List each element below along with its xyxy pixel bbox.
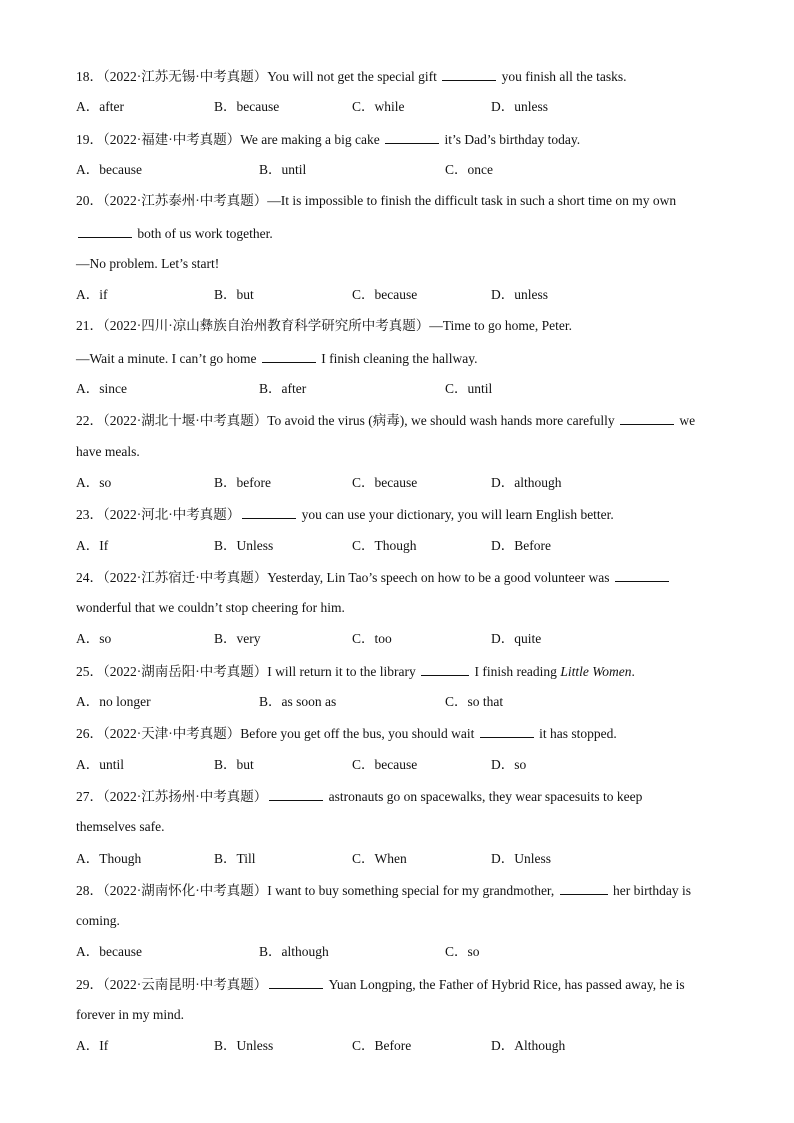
answer-blank[interactable] <box>269 786 323 801</box>
question-text-line <box>76 316 572 336</box>
question-text: 29．（2022·云南昆明·中考真题） <box>76 976 268 992</box>
answer-options <box>76 285 726 305</box>
question-text: it has stopped. <box>535 726 617 742</box>
question-text: I finish cleaning the hallway. <box>317 350 478 366</box>
question-text-line <box>76 442 140 462</box>
answer-option[interactable]: A．because <box>76 161 142 177</box>
answer-option[interactable]: A．since <box>76 381 127 396</box>
question-text-line <box>76 348 477 368</box>
question-text: you finish all the tasks. <box>498 69 627 84</box>
answer-option[interactable]: D．Before <box>491 537 551 553</box>
answer-option[interactable]: A．until <box>76 756 125 772</box>
question-text: have meals. <box>76 443 140 459</box>
answer-option[interactable]: B．because <box>214 99 280 115</box>
answer-option[interactable]: C．too <box>352 631 392 647</box>
question-text-line <box>76 911 120 931</box>
answer-option[interactable]: A．Though <box>76 850 142 866</box>
book-title: Little Women <box>560 663 632 679</box>
answer-option[interactable]: C．When <box>352 850 407 866</box>
answer-option[interactable]: A．If <box>76 537 109 553</box>
question-text-line <box>76 191 676 211</box>
answer-option[interactable]: A．so <box>76 631 112 647</box>
answer-option[interactable]: B．as soon as <box>259 694 337 709</box>
answer-option[interactable]: A．after <box>76 99 124 115</box>
answer-blank[interactable] <box>620 410 674 425</box>
question-text: I finish reading <box>471 663 561 679</box>
question-text-line <box>76 661 635 681</box>
question-text-line <box>76 254 219 274</box>
question-text-line <box>76 223 273 243</box>
answer-option[interactable]: D．although <box>491 474 562 490</box>
answer-option[interactable]: C．because <box>352 287 418 303</box>
question-text: you can use your dictionary, you will learn English better. <box>298 507 614 523</box>
answer-option[interactable]: D．so <box>491 756 527 772</box>
question-text: 27．（2022·江苏扬州·中考真题） <box>76 788 268 804</box>
answer-option[interactable]: B．Unless <box>214 537 274 553</box>
answer-option[interactable]: D．unless <box>491 99 548 115</box>
answer-options <box>76 629 726 649</box>
question-text: —Wait a minute. I can’t go home <box>76 350 260 366</box>
answer-options <box>76 692 726 712</box>
question-text: Yuan Longping, the Father of Hybrid Rice, has passed away, he is <box>325 976 685 992</box>
answer-option[interactable]: D．Although <box>491 1038 566 1054</box>
question-text: 24．（2022·江苏宿迁·中考真题）Yesterday, Lin Tao’s speech on how to be a good volunteer was <box>76 569 613 585</box>
answer-option[interactable]: C．because <box>352 756 418 772</box>
question-text-line <box>76 817 164 837</box>
question-text-line <box>76 567 671 587</box>
answer-option[interactable]: B．Till <box>214 850 256 866</box>
answer-option[interactable]: A．because <box>76 944 142 960</box>
answer-blank[interactable] <box>269 974 323 989</box>
question-text: 18．（2022·江苏无锡·中考真题）You will not get the special gift <box>76 69 441 84</box>
answer-option[interactable]: A．If <box>76 1038 109 1054</box>
question-text: —No problem. Let’s start! <box>76 255 220 271</box>
answer-option[interactable]: A．no longer <box>76 694 151 709</box>
answer-option[interactable]: B．although <box>259 944 329 960</box>
answer-blank[interactable] <box>385 129 439 144</box>
question-text: 23．（2022·河北·中考真题） <box>76 507 241 523</box>
answer-options <box>76 849 726 869</box>
answer-options <box>76 1036 726 1056</box>
answer-option[interactable]: A．so <box>76 474 112 490</box>
answer-option[interactable]: A．if <box>76 287 108 303</box>
answer-option[interactable]: C．Though <box>352 537 417 553</box>
question-text-line <box>76 723 617 743</box>
question-text: themselves safe. <box>76 819 165 835</box>
answer-option[interactable]: C．because <box>352 474 418 490</box>
answer-blank[interactable] <box>480 723 534 738</box>
question-text-line <box>76 410 695 430</box>
answer-options <box>76 473 726 493</box>
question-text-line <box>76 974 685 994</box>
answer-options <box>76 942 726 962</box>
question-text: both of us work together. <box>134 225 273 241</box>
question-text: . <box>631 663 635 679</box>
question-text: we <box>675 413 696 429</box>
answer-option[interactable]: C．Before <box>352 1038 412 1054</box>
answer-options <box>76 379 726 399</box>
answer-blank[interactable] <box>615 567 669 582</box>
question-text-line <box>76 786 642 806</box>
question-text: 19．（2022·福建·中考真题）We are making a big cake <box>76 131 384 147</box>
question-text: her birthday is <box>609 882 691 898</box>
answer-blank[interactable] <box>421 661 469 676</box>
question-text-line <box>76 1005 184 1025</box>
question-text: 28．（2022·湖南怀化·中考真题）I want to buy something special for my grandmother, <box>76 882 558 898</box>
answer-option[interactable]: B．but <box>214 287 254 303</box>
answer-option[interactable]: B．until <box>259 161 307 177</box>
question-text-line <box>76 598 345 618</box>
answer-option[interactable]: D．Unless <box>491 850 551 866</box>
answer-option[interactable]: C．so <box>445 944 480 960</box>
answer-options <box>76 536 726 556</box>
question-text-line <box>76 129 580 149</box>
question-text: astronauts go on spacewalks, they wear spacesuits to keep <box>325 788 643 804</box>
question-text: coming. <box>76 913 120 929</box>
answer-blank[interactable] <box>560 880 608 895</box>
answer-option[interactable]: C．once <box>445 161 493 177</box>
answer-options <box>76 160 726 180</box>
question-text: wonderful that we couldn’t stop cheering for him. <box>76 600 345 616</box>
answer-option[interactable]: B．but <box>214 756 254 772</box>
question-text: 21．（2022·四川·凉山彝族自治州教育科学研究所中考真题）—Time to go home, Peter. <box>76 318 572 334</box>
answer-option[interactable]: B．before <box>214 474 271 490</box>
question-text: forever in my mind. <box>76 1007 184 1022</box>
answer-option[interactable]: D．unless <box>491 287 548 303</box>
answer-option[interactable]: C．until <box>445 381 493 396</box>
question-text-line <box>76 880 691 900</box>
question-text: 20．（2022·江苏泰州·中考真题）—It is impossible to finish the difficult task in such a short time on my own <box>76 193 677 209</box>
question-text: 25．（2022·湖南岳阳·中考真题）I will return it to the library <box>76 663 420 679</box>
question-text-line <box>76 66 626 86</box>
question-text: 26．（2022·天津·中考真题）Before you get off the bus, you should wait <box>76 726 478 742</box>
answer-option[interactable]: B．very <box>214 631 261 647</box>
answer-option[interactable]: C．while <box>352 99 405 115</box>
question-text: 22．（2022·湖北十堰·中考真题）To avoid the virus (病毒), we should wash hands more carefully <box>76 413 618 429</box>
answer-option[interactable]: C．so that <box>445 694 504 709</box>
answer-option[interactable]: D．quite <box>491 631 542 647</box>
answer-blank[interactable] <box>442 66 496 81</box>
answer-blank[interactable] <box>242 504 296 519</box>
answer-options <box>76 755 726 775</box>
answer-option[interactable]: B．after <box>259 381 307 396</box>
question-text: it’s Dad’s birthday today. <box>441 131 581 147</box>
answer-blank[interactable] <box>78 223 132 238</box>
answer-options <box>76 97 726 117</box>
answer-blank[interactable] <box>262 348 316 363</box>
answer-option[interactable]: B．Unless <box>214 1038 274 1054</box>
question-text-line <box>76 504 614 524</box>
